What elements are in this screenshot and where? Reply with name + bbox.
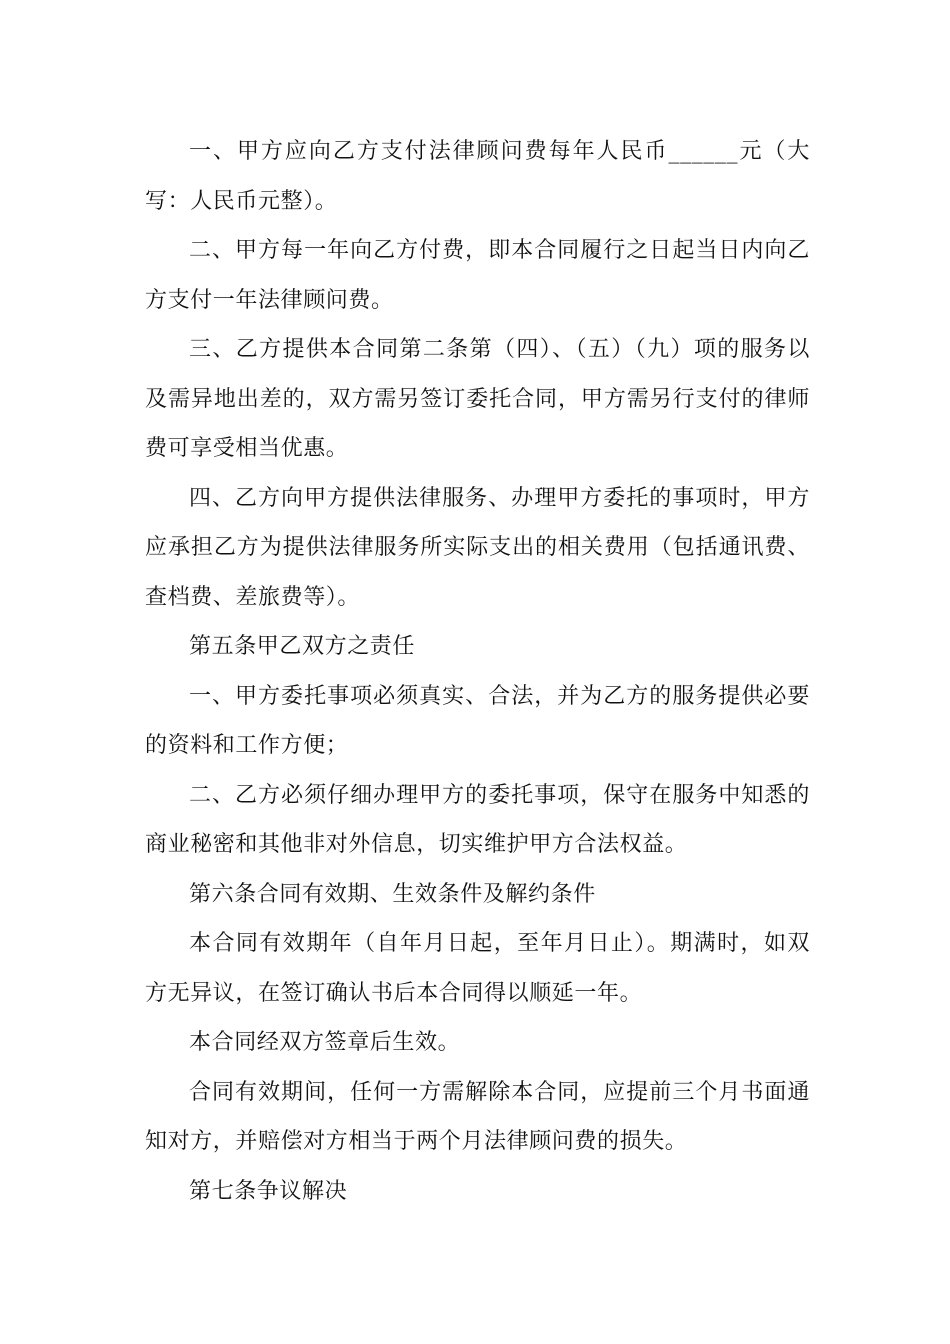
article-6-heading: 第六条合同有效期、生效条件及解约条件 [189,881,596,907]
document-body [145,127,810,1216]
payment-clause-3: 三、乙方提供本合同第二条第（四）、（五）（九）项的服务以及需异地出差的，双方需另签订委托合同，甲方需另行支付的律师费可享受相当优惠。 [145,337,810,461]
payment-clause-2: 二、甲方每一年向乙方付费，即本合同履行之日起当日内向乙方支付一年法律顾问费。 [145,238,810,313]
termination-clause: 合同有效期间，任何一方需解除本合同，应提前三个月书面通知对方，并赔偿对方相当于两个月法律顾问费的损失。 [145,1079,810,1154]
responsibility-clause-2: 二、乙方必须仔细办理甲方的委托事项，保守在服务中知悉的商业秘密和其他非对外信息，切实维护甲方合法权益。 [145,782,810,857]
payment-clause-4: 四、乙方向甲方提供法律服务、办理甲方委托的事项时，甲方应承担乙方为提供法律服务所实际支出的相关费用（包括通讯费、查档费、差旅费等）。 [145,485,810,610]
responsibility-clause-1: 一、甲方委托事项必须真实、合法，并为乙方的服务提供必要的资料和工作方便； [145,683,810,758]
article-5-heading: 第五条甲乙双方之责任 [189,634,416,659]
article-7-heading: 第七条争议解决 [189,1178,348,1204]
validity-clause-1: 本合同有效期年（自年月日起，至年月日止）。期满时，如双方无异议，在签订确认书后本合同得以顺延一年。 [145,931,810,1006]
payment-clause-1: 一、甲方应向乙方支付法律顾问费每年人民币______元（大写：人民币元整）。 [145,139,810,214]
validity-clause-2: 本合同经双方签章后生效。 [189,1030,461,1055]
